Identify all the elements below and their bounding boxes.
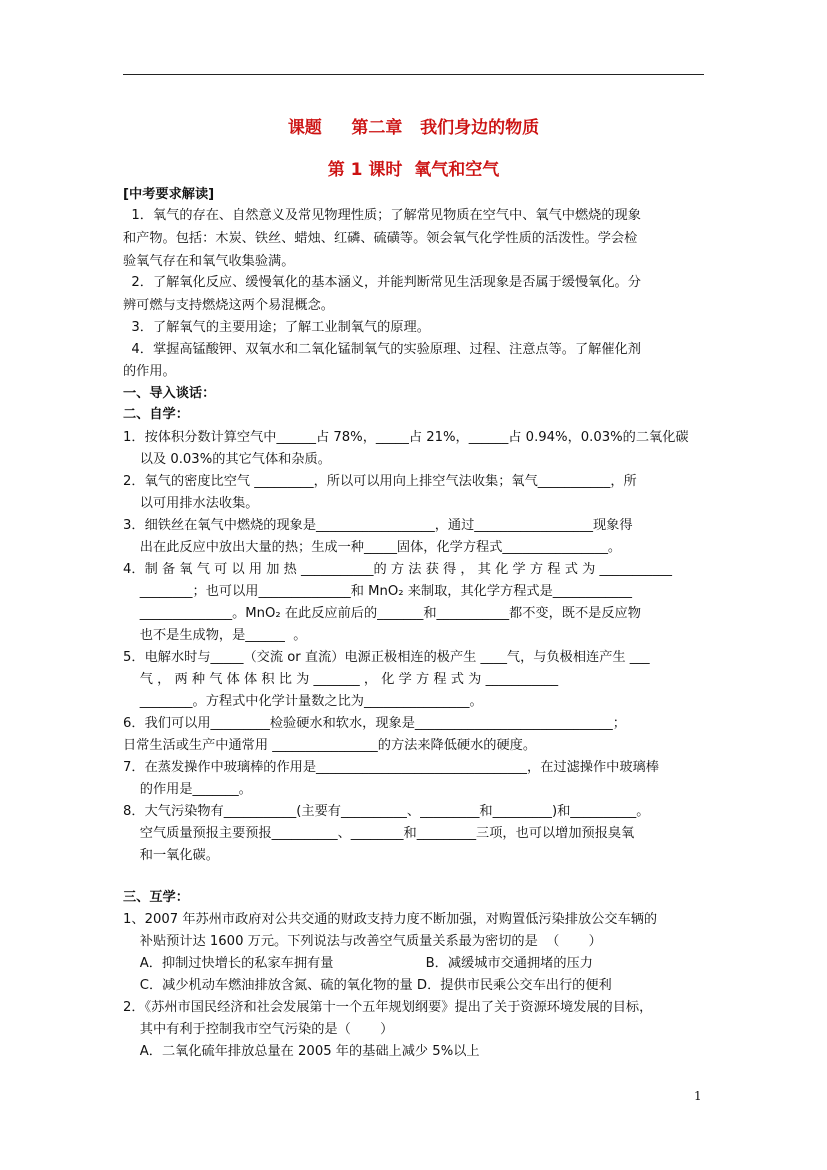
question-line: 2．氧气的密度比空气 _________，所以可以用向上排空气法收集；氧气___________，所 — [123, 474, 637, 489]
question-line: 空气质量预报主要预报__________、________和_________三项，也可以增加预报臭氧 — [123, 826, 635, 841]
question-line: 其中有利于控制我市空气污染的是（ ） — [123, 1022, 394, 1037]
question-line: 8．大气污染物有___________(主要有__________、_________和_________)和__________。 — [123, 804, 650, 819]
text-line: 和产物。包括：木炭、铁丝、蜡烛、红磷、硫磺等。领会氧气化学性质的活泼性。学会检 — [123, 231, 638, 246]
question-line: 5．电解水时与_____（交流 or 直流）电源正极相连的极产生 ____气，与负极相连产生 ___ — [123, 650, 650, 665]
question-line: 6．我们可以用_________检验硬水和软水，现象是______________________________； — [123, 716, 626, 731]
section-heading-mutual-study: 三、互学： — [123, 890, 189, 905]
text-line: 的作用。 — [123, 364, 176, 379]
section-heading-intro: 一、导入谈话： — [123, 386, 216, 401]
choice-line: A．抑制过快增长的私家车拥有量 B．减缓城市交通拥堵的压力 — [123, 956, 593, 971]
section-heading-requirements: [中考要求解读] — [123, 187, 215, 202]
choice-line: C．减少机动车燃油排放含氮、硫的氧化物的量 D．提供市民乘公交车出行的便利 — [123, 978, 612, 993]
page-number: 1 — [694, 1089, 702, 1103]
question-line: 的作用是_______。 — [123, 782, 252, 797]
chapter-title: 课题 第二章 我们身边的物质 — [287, 118, 540, 138]
question-line: 2．《苏州市国民经济和社会发展第十一个五年规划纲要》提出了关于资源环境发展的目标， — [123, 1000, 653, 1015]
question-line: 4．制 备 氧 气 可 以 用 加 热 ___________的 方 法 获 得 ， 其 化 学 方 程 式 为 ___________ — [123, 562, 672, 577]
question-line: 3．细铁丝在氧气中燃烧的现象是__________________，通过__________________现象得 — [123, 518, 633, 533]
question-line: 以及 0.03%的其它气体和杂质。 — [123, 452, 331, 467]
section-heading-self-study: 二、自学： — [123, 407, 189, 422]
text-line: 4．掌握高锰酸钾、双氧水和二氧化锰制氧气的实验原理、过程、注意点等。了解催化剂 — [123, 342, 641, 357]
question-line: 1．按体积分数计算空气中______占 78%，_____占 21%，______占 0.94%，0.03%的二氧化碳 — [123, 430, 689, 445]
text-line: 辨可燃与支持燃烧这两个易混概念。 — [123, 298, 334, 313]
header-rule — [123, 74, 704, 75]
question-line: ______________。MnO₂ 在此反应前后的_______和___________都不变，既不是反应物 — [123, 606, 641, 621]
question-line: 出在此反应中放出大量的热；生成一种_____固体，化学方程式________________。 — [123, 540, 622, 555]
choice-line: A．二氧化硫年排放总量在 2005 年的基础上减少 5%以上 — [123, 1044, 480, 1059]
lesson-title: 第 1 课时 氧气和空气 — [327, 160, 500, 180]
question-line: 1、2007 年苏州市政府对公共交通的财政支持力度不断加强，对购置低污染排放公交车辆的 — [123, 912, 658, 927]
question-line: 7．在蒸发操作中玻璃棒的作用是________________________________，在过滤操作中玻璃棒 — [123, 760, 659, 775]
text-line: 1．氧气的存在、自然意义及常见物理性质；了解常见物质在空气中、氧气中燃烧的现象 — [123, 208, 641, 223]
question-line: 气 ， 两 种 气 体 体 积 比 为 _______ ， 化 学 方 程 式 为 ___________ — [123, 672, 559, 687]
question-line: ________。方程式中化学计量数之比为________________。 — [123, 694, 483, 709]
text-line: 2．了解氧化反应、缓慢氧化的基本涵义，并能判断常见生活现象是否属于缓慢氧化。分 — [123, 275, 641, 290]
question-line: 补贴预计达 1600 万元。下列说法与改善空气质量关系最为密切的是 （ ） — [123, 934, 602, 949]
text-line: 3．了解氧气的主要用途；了解工业制氧气的原理。 — [123, 320, 430, 335]
text-line: 验氧气存在和氧气收集验满。 — [123, 254, 295, 269]
question-line: 也不是生成物，是______ 。 — [123, 628, 307, 643]
question-line: ________；也可以用______________和 MnO₂ 来制取，其化学方程式是____________ — [123, 584, 632, 599]
question-line: 日常生活或生产中通常用 ________________的方法来降低硬水的硬度。 — [123, 738, 537, 753]
question-line: 以可用排水法收集。 — [123, 496, 259, 511]
question-line: 和一氧化碳。 — [123, 848, 219, 863]
